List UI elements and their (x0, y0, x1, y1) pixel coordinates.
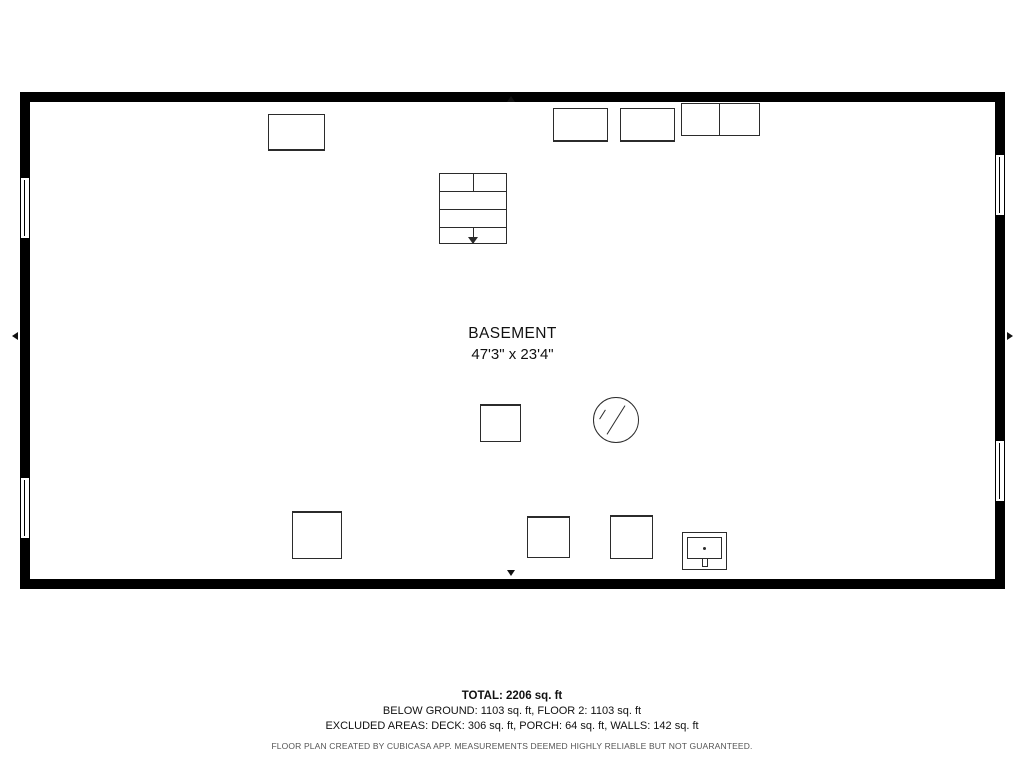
room-label (20, 324, 1005, 365)
dimension-arrow-bottom-icon (507, 570, 515, 576)
window-top-center-b (620, 108, 675, 142)
area-breakdown-label: BELOW GROUND: 1103 sq. ft, FLOOR 2: 1103 sq. ft (382, 705, 642, 717)
floor-plan-summary (0, 690, 1024, 751)
fixture-bottom-left (292, 511, 342, 559)
window-right-upper (995, 154, 1005, 216)
furnace-tick (599, 410, 606, 420)
fixture-bottom-center-right (610, 515, 653, 559)
dimension-arrow-top-icon (507, 96, 515, 102)
furnace-circle-fixture (593, 397, 639, 443)
window-divider (719, 104, 720, 135)
water-heater-stem (702, 558, 708, 567)
dimension-arrow-left-icon (12, 332, 18, 340)
stair-tread (440, 191, 506, 192)
stair-direction-arrow-icon (468, 237, 478, 244)
water-heater-dot (703, 547, 706, 550)
total-area-label: TOTAL: 2206 sq. ft (461, 690, 563, 702)
fixture-center-square (480, 404, 521, 442)
room-name: BASEMENT (468, 325, 557, 342)
window-left-upper (20, 177, 30, 239)
staircase (439, 173, 507, 244)
window-left-lower (20, 477, 30, 539)
stair-tread (440, 209, 506, 210)
excluded-areas-label: EXCLUDED AREAS: DECK: 306 sq. ft, PORCH: 64 sq. ft, WALLS: 142 sq. ft (325, 720, 699, 732)
water-heater-fixture (682, 532, 727, 570)
window-top-right-pair (681, 103, 760, 136)
stair-rail (473, 174, 474, 191)
window-top-center-a (553, 108, 608, 142)
disclaimer-text: FLOOR PLAN CREATED BY CUBICASA APP. MEASUREMENTS DEEMED HIGHLY RELIABLE BUT NOT GUARANTEED. (271, 741, 753, 751)
room-dimensions: 47'3" x 23'4" (471, 345, 554, 363)
window-right-lower (995, 440, 1005, 502)
floor-plan-drawing (20, 92, 1005, 589)
fixture-top-left-box (268, 114, 325, 151)
dimension-arrow-right-icon (1007, 332, 1013, 340)
furnace-slash (607, 405, 626, 434)
fixture-bottom-center (527, 516, 570, 558)
